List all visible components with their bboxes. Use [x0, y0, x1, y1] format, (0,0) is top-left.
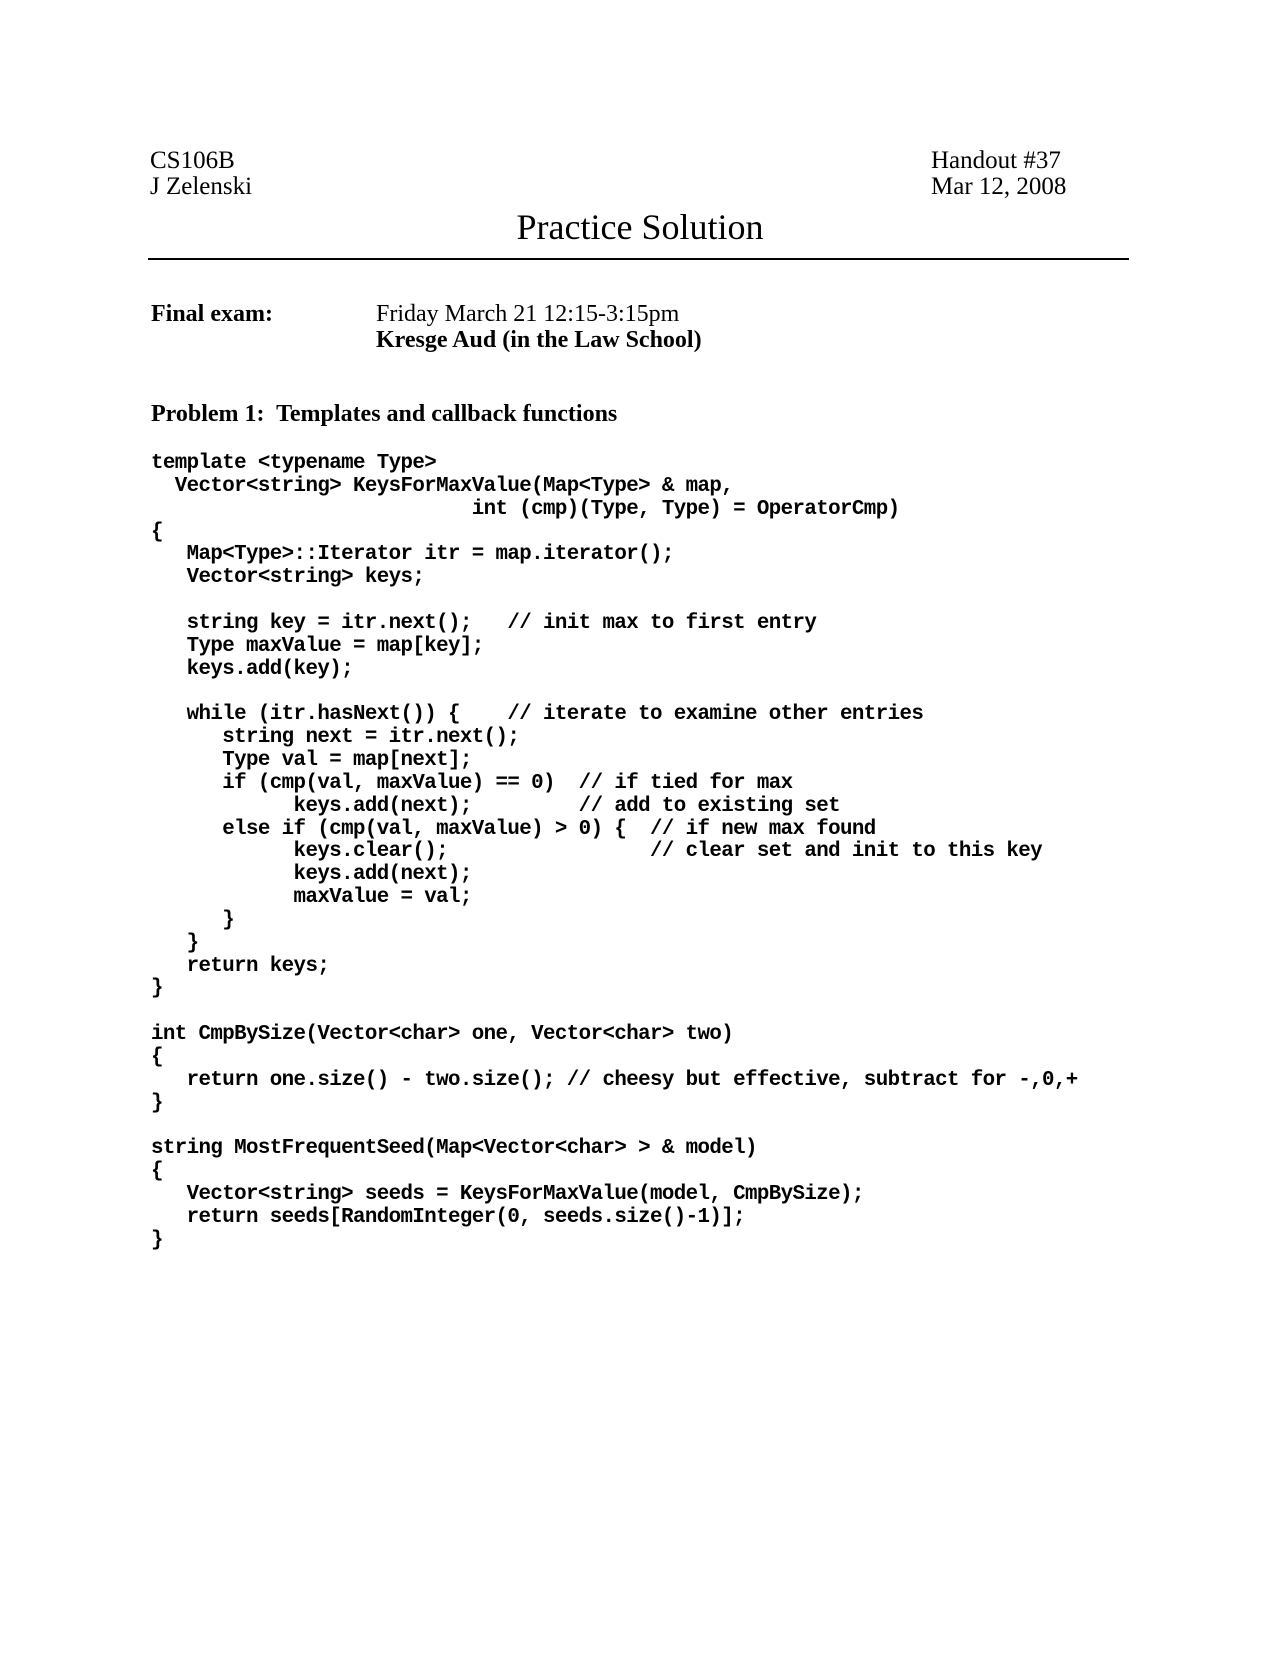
code-listing: template <typename Type> Vector<string> KeysForMaxValue(Map<Type> & map, int (cmp)(Type, Type) = OperatorCmp) { Map<Type>::Iterator itr = map.iterator(); Vector<string> keys; string key = itr.next(); // init max to first entry Type maxValue = map[key]; keys.add(key); while (itr.hasNext()) { // iterate to examine other entries string next = itr.next(); Type val = map[next]; if (cmp(val, maxValue) == 0) // if tied for max keys.add(next); // add to existing set else if (cmp(val, maxValue) > 0) { // if new max found keys.clear(); // clear set and init to this key keys.add(next); maxValue = val; } } return keys; } int CmpBySize(Vector<char> one, Vector<char> two) { return one.size() - two.size(); // cheesy but effective, subtract for -,0,+ } string MostFrequentSeed(Map<Vector<char> > & model) { Vector<string> seeds = KeysForMaxValue(model, CmpBySize); return seeds[RandomInteger(0, seeds.size()-1)]; } — [151, 452, 1078, 1252]
title-divider — [148, 258, 1129, 260]
handout-date: Mar 12, 2008 — [931, 173, 1067, 200]
final-exam-label: Final exam: — [151, 301, 273, 327]
final-exam-time: Friday March 21 12:15-3:15pm — [376, 301, 680, 327]
final-exam-info — [376, 301, 702, 353]
problem-heading: Problem 1: Templates and callback functions — [151, 401, 618, 427]
header-right — [931, 148, 1066, 200]
header-left — [150, 148, 252, 200]
handout-number: Handout #37 — [931, 147, 1061, 174]
page-title: Practice Solution — [516, 207, 764, 247]
course-code: CS106B — [150, 147, 235, 174]
final-exam-location: Kresge Aud (in the Law School) — [376, 327, 702, 353]
instructor-name: J Zelenski — [150, 173, 253, 200]
